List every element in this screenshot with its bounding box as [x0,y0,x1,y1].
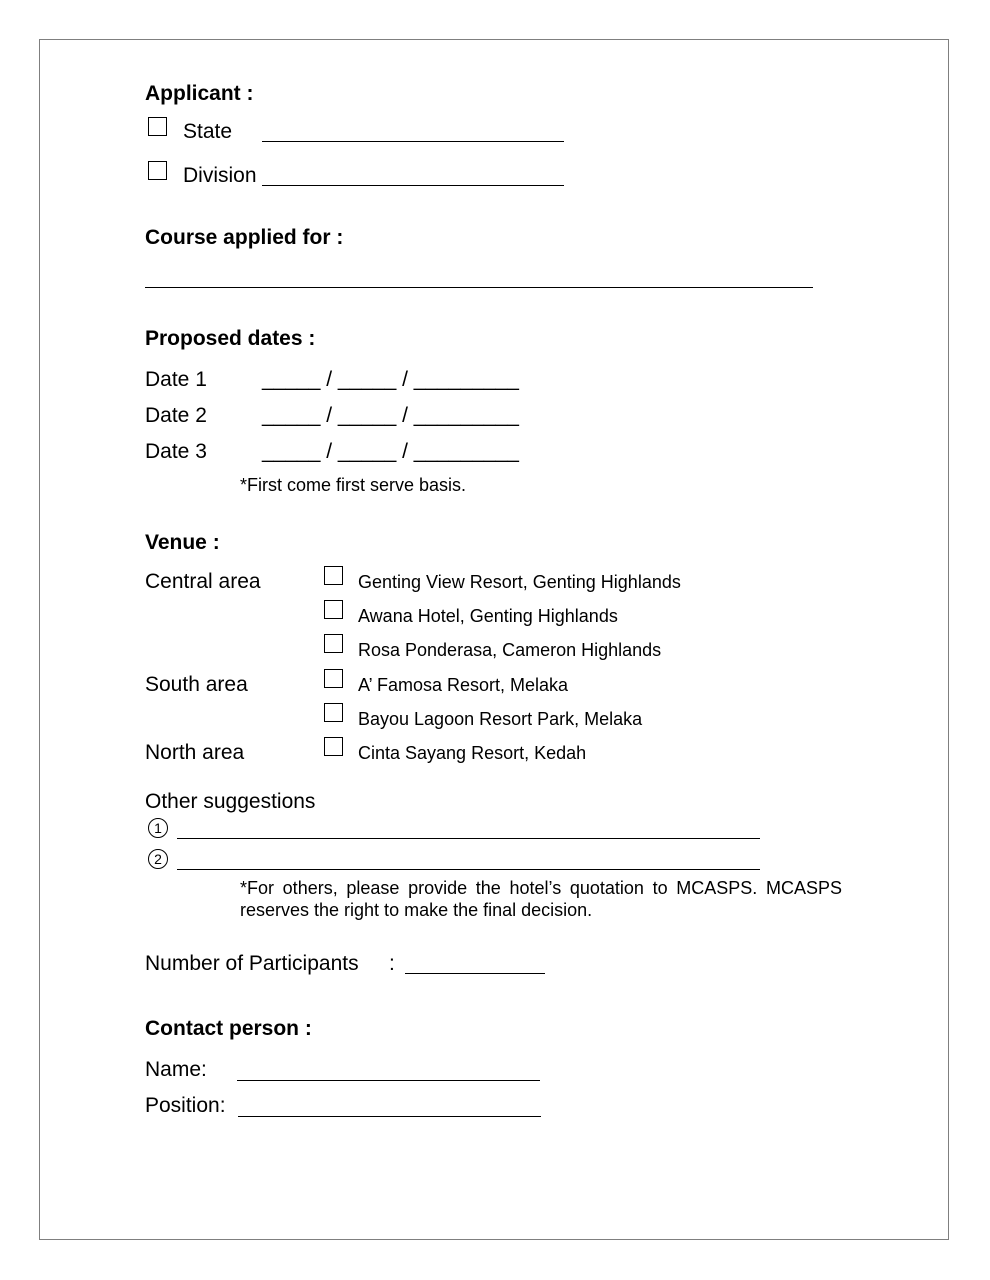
position-label: Position: [145,1094,226,1117]
north-area-label: North area [145,741,245,764]
name-input-line[interactable] [237,1080,540,1081]
applicant-heading: Applicant : [145,82,254,105]
venue-checkbox-bayou-lagoon[interactable] [324,703,343,722]
dates-note: *First come first serve basis. [240,475,467,495]
suggestion-1-input-line[interactable] [177,838,760,839]
suggestion-1-number: 1 [148,818,168,838]
proposed-dates-heading: Proposed dates : [145,327,316,350]
venue-checkbox-a-famosa[interactable] [324,669,343,688]
state-checkbox[interactable] [148,117,167,136]
venue-note: *For others, please provide the hotel’s quotation to MCASPS. MCASPS reserves the right to make the final decision. [240,878,842,920]
venue-option-genting-view: Genting View Resort, Genting Highlands [358,572,681,592]
date-3-input[interactable]: _____ / _____ / _________ [262,440,519,463]
state-label: State [183,120,233,143]
state-input-line[interactable] [262,141,564,142]
date-1-label: Date 1 [145,368,207,391]
date-3-label: Date 3 [145,440,207,463]
central-area-label: Central area [145,570,261,593]
venue-checkbox-genting-view[interactable] [324,566,343,585]
position-input-line[interactable] [238,1116,541,1117]
division-label: Division [183,164,257,187]
date-1-input[interactable]: _____ / _____ / _________ [262,368,519,391]
date-2-label: Date 2 [145,404,207,427]
division-input-line[interactable] [262,185,564,186]
venue-checkbox-awana[interactable] [324,600,343,619]
venue-heading: Venue : [145,531,220,554]
date-2-input[interactable]: _____ / _____ / _________ [262,404,519,427]
venue-option-a-famosa: A’ Famosa Resort, Melaka [358,675,569,695]
division-checkbox[interactable] [148,161,167,180]
venue-checkbox-rosa-ponderasa[interactable] [324,634,343,653]
name-label: Name: [145,1058,207,1081]
contact-person-heading: Contact person : [145,1017,312,1040]
suggestion-2-number: 2 [148,849,168,869]
course-input-line[interactable] [145,287,813,288]
other-suggestions-label: Other suggestions [145,790,316,813]
course-heading: Course applied for : [145,226,344,249]
venue-option-awana: Awana Hotel, Genting Highlands [358,606,618,626]
participants-input-line[interactable] [405,973,545,974]
participants-label: Number of Participants [145,952,359,975]
south-area-label: South area [145,673,248,696]
participants-colon: : [389,952,395,975]
venue-option-cinta-sayang: Cinta Sayang Resort, Kedah [358,743,587,763]
venue-option-bayou-lagoon: Bayou Lagoon Resort Park, Melaka [358,709,643,729]
venue-option-rosa-ponderasa: Rosa Ponderasa, Cameron Highlands [358,640,662,660]
suggestion-2-input-line[interactable] [177,869,760,870]
venue-checkbox-cinta-sayang[interactable] [324,737,343,756]
